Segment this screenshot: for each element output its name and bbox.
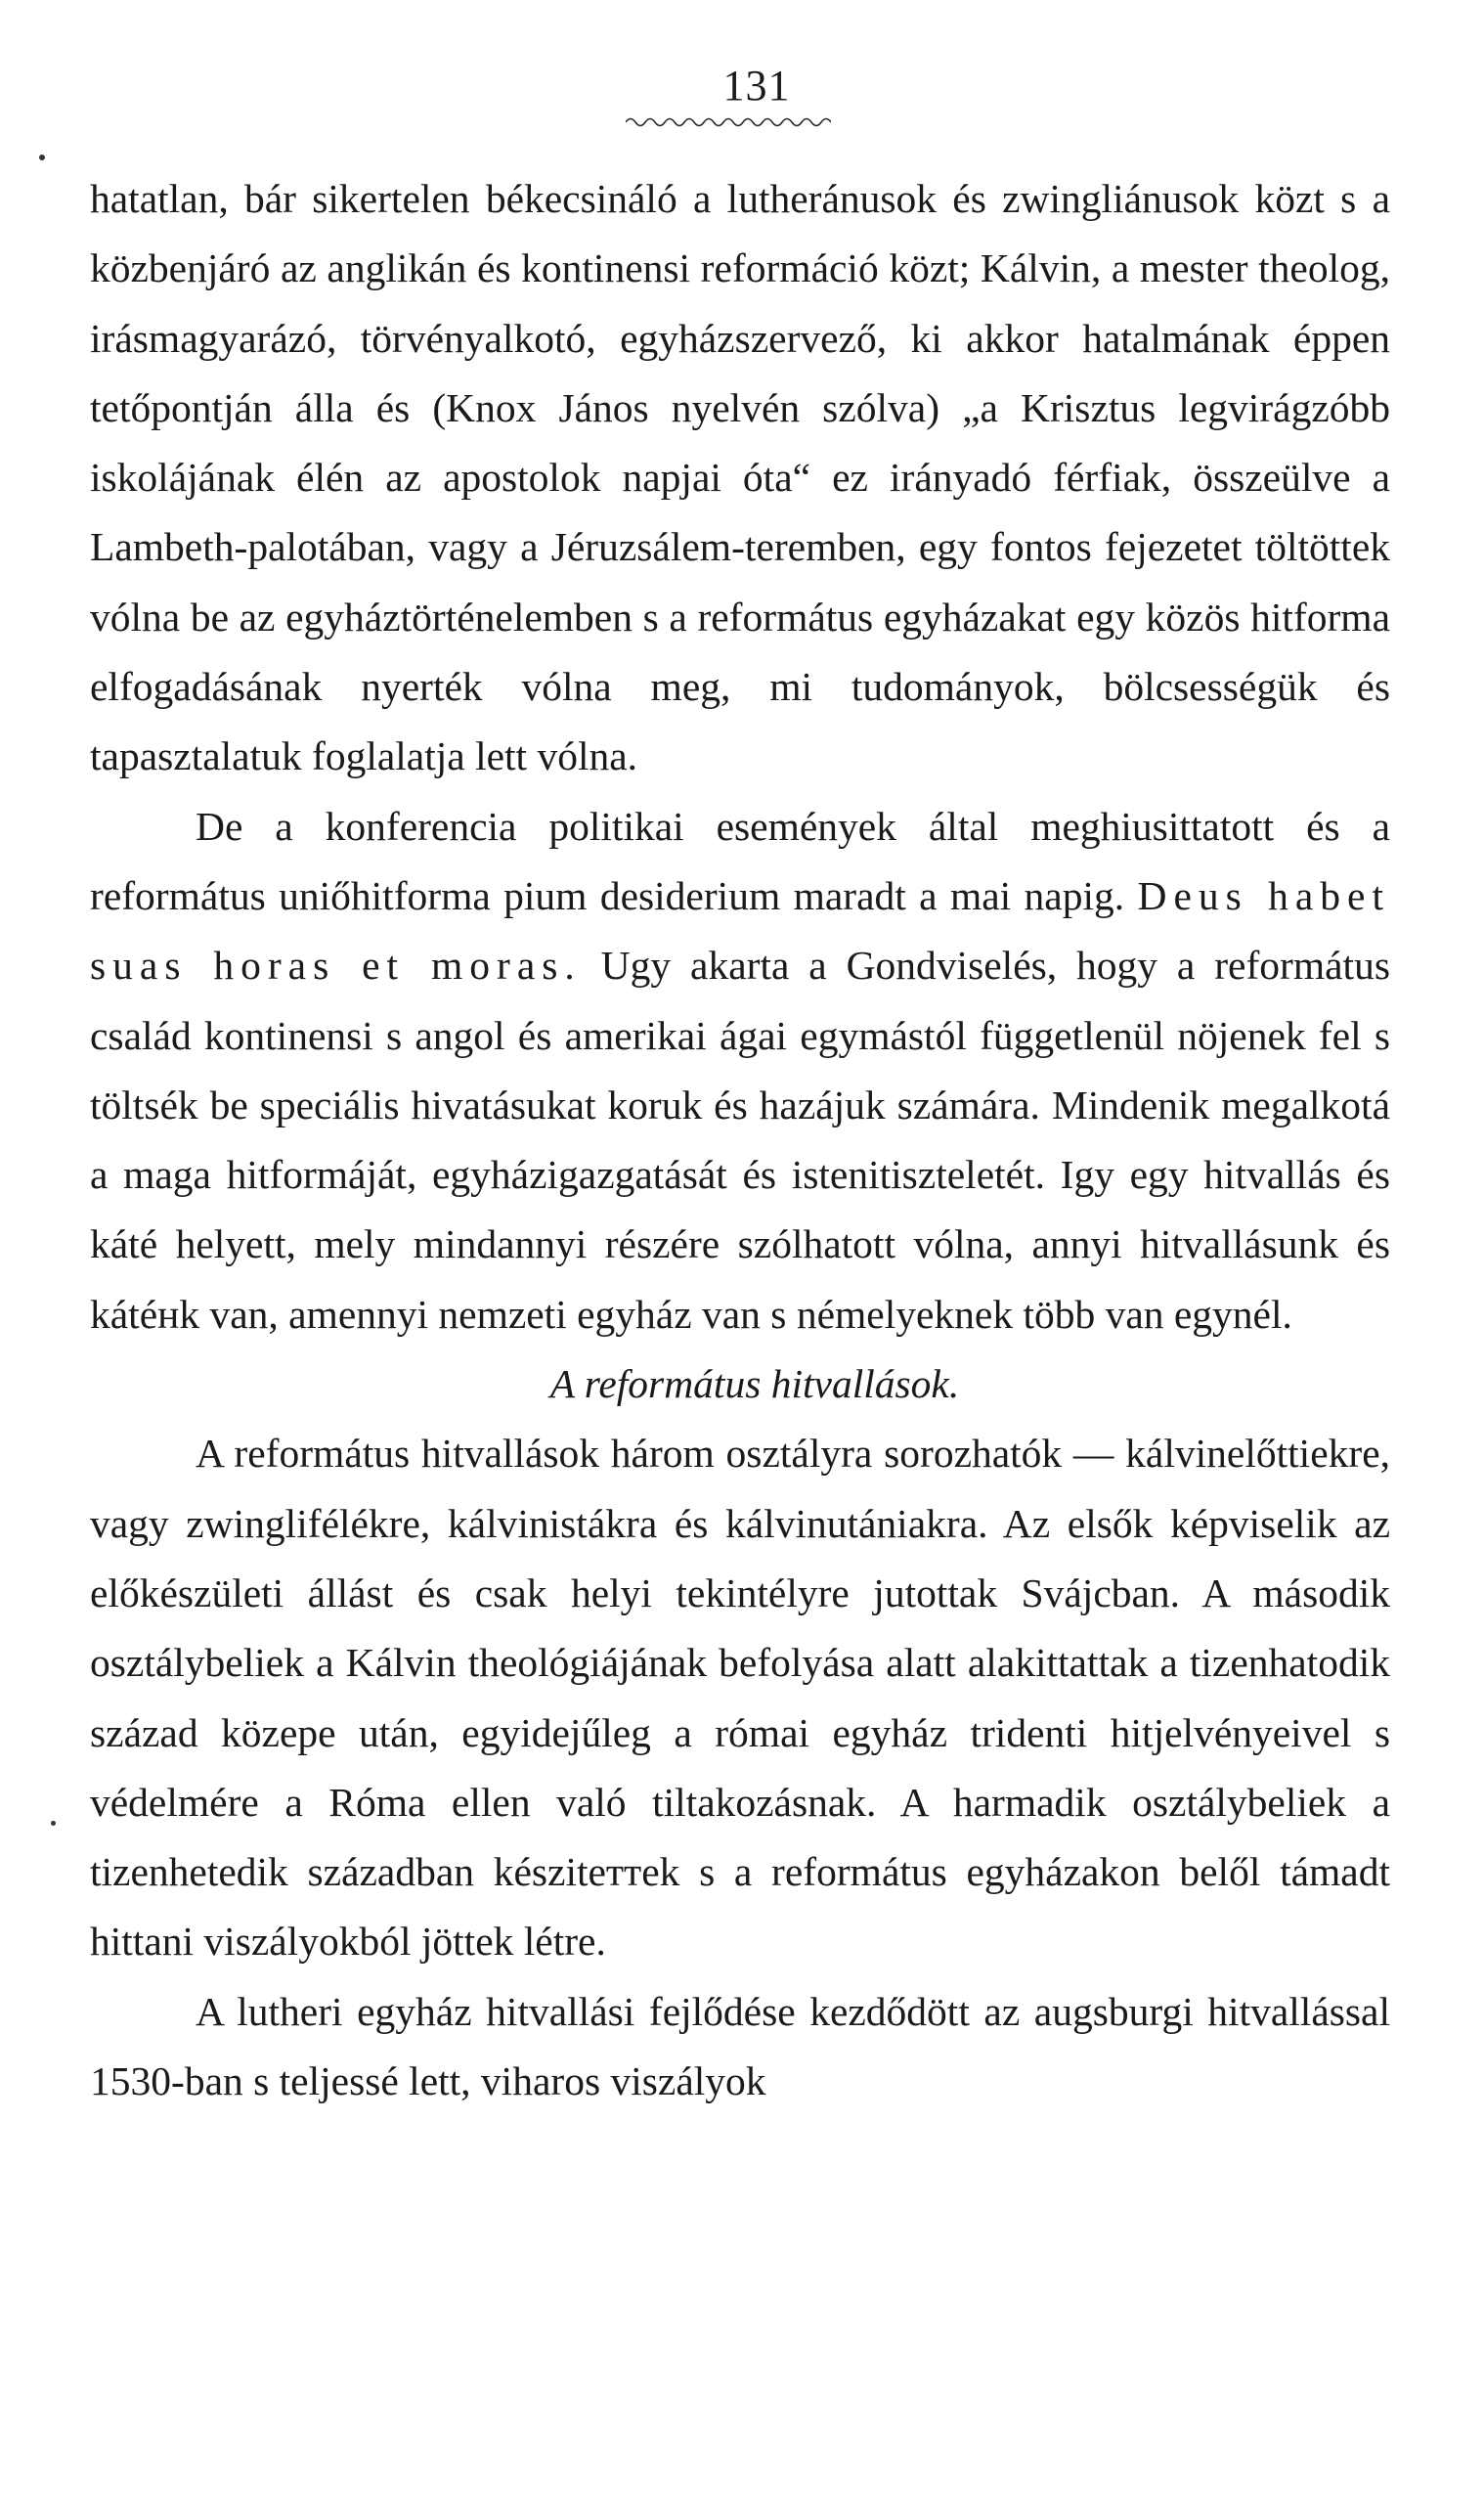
latin-saying: Deus habet suas horas et moras. [90,872,1390,989]
section-heading: A református hitvallások. [549,1361,960,1407]
stray-print-mark [39,155,45,160]
paragraph-2-text-after: Ugy akarta a Gondviselés, hogy a református család kontinensi s angol és amerikai ágai egymástól függetlenül nöjenek fel s töltsék be speciális hivatásukat koruk és hazájuk számára. Mindenik megalkotá a maga hitformáját, egyházigazgatását és istenitiszteletét. Igy egy hitvallás és káté helyett, mely mindannyi részére szólhatott vólna, annyi hitvallásunk és kátéнk van, amennyi nemzeti egyház van s némelyeknek több van egynél. [90,943,1390,1337]
paragraph-1: hatatlan, bár sikertelen békecsináló a lutheránusok és zwingliánusok közt s a közbenjáró az anglikán és kontinensi reformáció közt; Kálvin, a mester theolog, irásmagyarázó, törvényalkotó, egyházszervező, ki akkor hatalmának éppen tetőpontján álla és (Knox János nyelvén szólva) „a Krisztus legvirágzóbb iskolájának élén az apostolok napjai óta“ ez irányadó férfiak, összeülve a Lambeth-palotában, vagy a Jéruzsálem-teremben, egy fontos fejezetet töltöttek vólna be az egyháztörténelemben s a református egyházakat egy közös hitforma elfogadásának nyerték vólna meg, mi tudományok, bölcsességük és tapasztalatuk foglalatja lett vólna. [90,176,1390,779]
page-number: 131 [722,62,791,110]
body-text [90,164,1390,2116]
paragraph-2-text-before: De a konferencia politikai események által meghiusittatott és a református uniőhitforma pium desiderium maradt a mai napig. [90,803,1390,918]
paragraph-2 [90,792,1390,1349]
paragraph-4: A lutheri egyház hitvallási fejlődése kezdődött az augsburgi hitvallással 1530-ban s teljessé lett, viharos viszályok [90,1988,1390,2104]
paragraph-3: A református hitvallások három osztályra sorozhatók — kálvinelőttiekre, vagy zwinglifélékre, kálvinistákra és kálvinutániakra. Az elsők képviselik az előkészületi állást és csak helyi tekintélyre jutottak Svájcban. A második osztálybeliek a Kálvin theológiájának befolyása alatt alakittattak a tizenhatodik század közepe után, egyidejűleg a római egyház tridenti hitjelvényeivel s védelmére a Róma ellen való tiltakozásnak. A harmadik osztálybeliek a tizenhetedik században késziteттek s a református egyházakon belől támadt hittani viszályokból jöttek létre. [90,1431,1390,1965]
wavy-rule-ornament [626,115,831,129]
stray-print-mark [51,1821,56,1826]
